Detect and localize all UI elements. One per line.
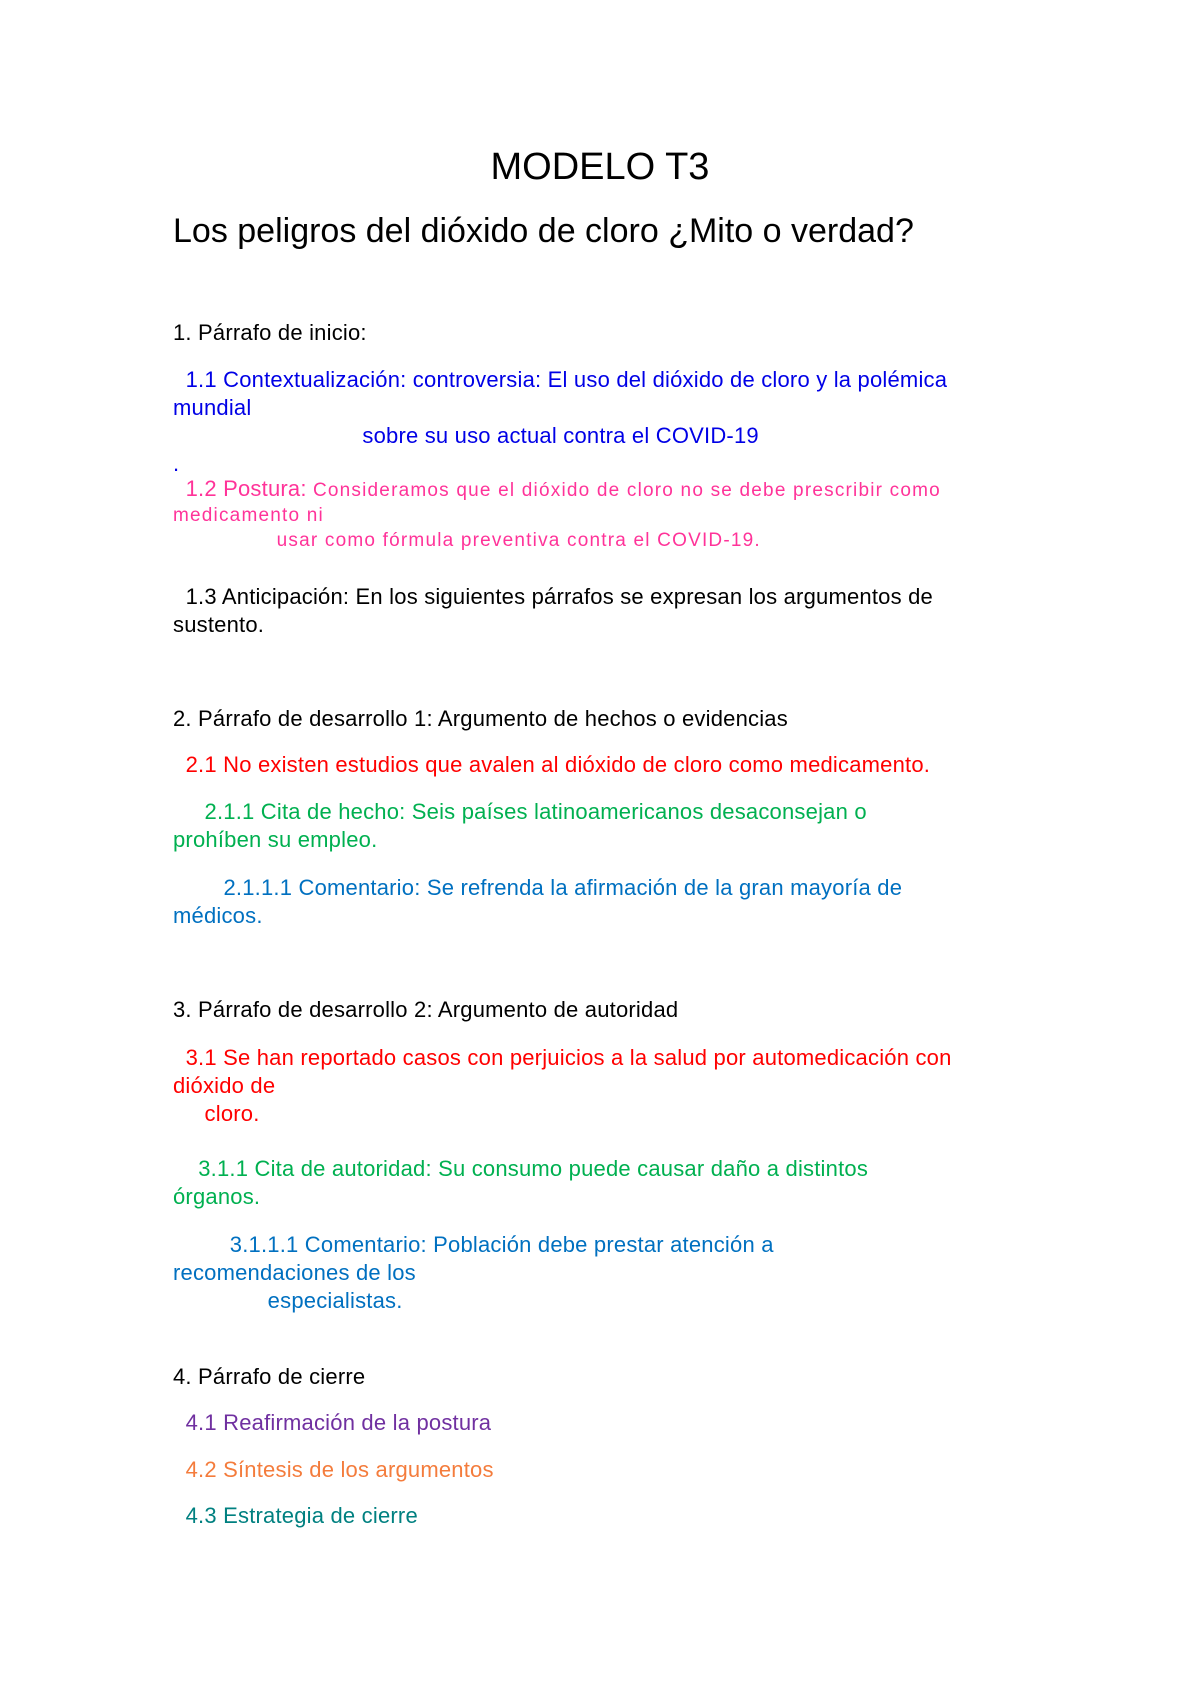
paragraph-3-1 — [173, 1044, 952, 1128]
paragraph-3-1-line: dióxido de — [173, 1073, 276, 1098]
document-subtitle: Los peligros del dióxido de cloro ¿Mito o verdad? — [173, 212, 914, 250]
paragraph-2-1-1-1 — [173, 874, 902, 930]
paragraph-3-1-1-1-line: recomendaciones de los — [173, 1260, 416, 1285]
paragraph-4-1: 4.1 Reafirmación de la postura — [173, 1410, 492, 1435]
paragraph-4-3: 4.3 Estrategia de cierre — [173, 1503, 418, 1528]
paragraph-3-1-1 — [173, 1155, 868, 1211]
paragraph-1-2-lead: 1.2 Postura: — [173, 476, 313, 501]
paragraph-2-1-1 — [173, 798, 867, 854]
paragraph-2-1-1-line: 2.1.1 Cita de hecho: Seis países latinoamericanos desaconsejan o — [173, 799, 867, 824]
paragraph-3-1-1-1-line: especialistas. — [173, 1288, 403, 1313]
section-4-heading: 4. Párrafo de cierre — [173, 1364, 366, 1389]
section-1-heading: 1. Párrafo de inicio: — [173, 320, 367, 345]
paragraph-1-2 — [173, 476, 941, 553]
section-2-heading: 2. Párrafo de desarrollo 1: Argumento de hechos o evidencias — [173, 706, 788, 731]
paragraph-1-2-line: Consideramos que el dióxido de cloro no se debe prescribir como — [312, 480, 941, 501]
paragraph-3-1-1-1 — [173, 1231, 774, 1315]
paragraph-1-2-line: medicamento ni — [173, 505, 324, 526]
paragraph-3-1-1-line: 3.1.1 Cita de autoridad: Su consumo puede causar daño a distintos — [173, 1156, 869, 1181]
paragraph-2-1: 2.1 No existen estudios que avalen al dióxido de cloro como medicamento. — [173, 752, 931, 777]
paragraph-2-1-1-1-line: 2.1.1.1 Comentario: Se refrenda la afirmación de la gran mayoría de — [173, 875, 903, 900]
paragraph-1-1 — [173, 366, 947, 478]
paragraph-1-1-line: . — [173, 451, 180, 476]
paragraph-2-1-1-1-line: médicos. — [173, 903, 263, 928]
paragraph-2-1-1-line: prohíben su empleo. — [173, 827, 378, 852]
section-3-heading: 3. Párrafo de desarrollo 2: Argumento de autoridad — [173, 997, 679, 1022]
paragraph-1-1-line: mundial — [173, 395, 252, 420]
paragraph-1-3-line: 1.3 Anticipación: En los siguientes párrafos se expresan los argumentos de — [173, 584, 933, 609]
paragraph-3-1-line: cloro. — [173, 1101, 260, 1126]
paragraph-1-1-line: sobre su uso actual contra el COVID-19 — [173, 423, 759, 448]
paragraph-3-1-1-line: órganos. — [173, 1184, 261, 1209]
paragraph-1-3-line: sustento. — [173, 612, 265, 637]
paragraph-3-1-line: 3.1 Se han reportado casos con perjuicios a la salud por automedicación con — [173, 1045, 952, 1070]
document-title: MODELO T3 — [490, 146, 710, 188]
paragraph-1-1-line: 1.1 Contextualización: controversia: El uso del dióxido de cloro y la polémica — [173, 367, 948, 392]
paragraph-1-3 — [173, 583, 933, 639]
paragraph-3-1-1-1-line: 3.1.1.1 Comentario: Población debe prestar atención a — [173, 1232, 774, 1257]
paragraph-1-2-line: usar como fórmula preventiva contra el COVID-19. — [173, 530, 761, 551]
paragraph-4-2: 4.2 Síntesis de los argumentos — [173, 1457, 494, 1482]
